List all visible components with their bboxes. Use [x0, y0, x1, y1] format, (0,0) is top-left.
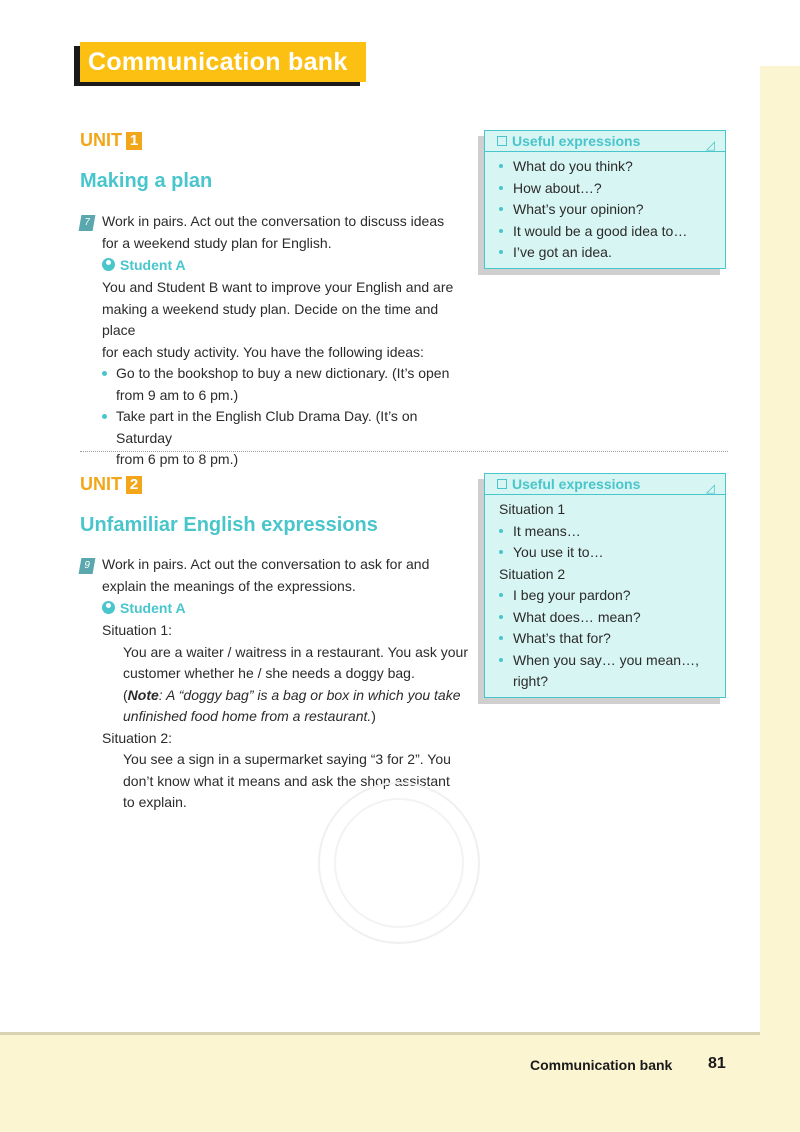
situation-1-text — [102, 642, 472, 728]
situation-2-label: Situation 2: — [102, 729, 173, 746]
unit-1-heading — [80, 130, 142, 151]
note-line — [123, 706, 472, 728]
checkbox-square-icon — [497, 479, 507, 489]
useful-expressions-box-1 — [484, 130, 726, 269]
body-line: You see a sign in a supermarket saying “3 for 2”. You — [123, 751, 451, 767]
list-item-line: When you say… you mean…, — [513, 651, 699, 668]
corner-triangle-icon: ◿ — [705, 138, 715, 152]
note-paren: ) — [371, 708, 376, 724]
student-label-text: Student A — [120, 600, 186, 616]
publisher-watermark-seal — [318, 782, 480, 944]
student-a-label — [102, 257, 186, 273]
list-item: What do you think? — [499, 156, 713, 178]
person-icon — [102, 601, 115, 614]
useful-expressions-title: Useful expressions — [512, 133, 641, 149]
list-item-line: Take part in the English Club Drama Day. (It’s on Saturday — [116, 408, 418, 446]
student-a-label — [102, 600, 186, 616]
activity-number-icon: 9 — [79, 558, 96, 574]
list-item-line: from 6 pm to 8 pm.) — [116, 451, 239, 467]
chapter-banner: Communication bank — [80, 42, 366, 82]
list-item: You use it to… — [499, 542, 713, 564]
unit-number-badge: 1 — [126, 132, 142, 150]
list-item-line: Go to the bookshop to buy a new dictionary. (It’s open — [116, 365, 450, 381]
list-item — [499, 650, 713, 693]
unit-number-badge: 2 — [126, 476, 142, 494]
list-item: What does… mean? — [499, 607, 713, 629]
instruction-line: explain the meanings of the expressions. — [102, 577, 356, 594]
situation-1-label: Situation 1: — [102, 622, 173, 638]
body-line: You are a waiter / waitress in a restaurant. You ask your — [123, 643, 469, 660]
section-divider — [80, 451, 728, 452]
body-line: You and Student B want to improve your English and are — [102, 279, 454, 295]
body-line: to explain. — [123, 794, 187, 810]
useful-expressions-header — [485, 474, 725, 495]
list-item-line: right? — [513, 673, 549, 689]
body-line: customer whether he / she needs a doggy bag. — [123, 665, 415, 681]
footer-section-title: Communication bank — [530, 1057, 673, 1073]
useful-expressions-body — [485, 152, 725, 268]
note-paren: ( — [123, 686, 128, 703]
expressions-list — [499, 585, 713, 693]
note-line — [123, 685, 472, 707]
list-item: I beg your pardon? — [499, 585, 713, 607]
useful-expressions-body — [485, 495, 725, 697]
unit-label: UNIT — [80, 130, 122, 150]
body-line: making a weekend study plan. Decide on the time and place — [102, 300, 439, 338]
useful-expressions-box-2 — [484, 473, 726, 698]
situation-label: Situation 2 — [499, 565, 566, 582]
instruction-line: Work in pairs. Act out the conversation to ask for and — [102, 556, 430, 572]
ideas-list — [102, 363, 472, 471]
list-item — [102, 406, 472, 471]
list-item: It would be a good idea to… — [499, 221, 713, 243]
unit-1-body — [102, 277, 472, 471]
page-number: 81 — [708, 1055, 726, 1072]
list-item: It means… — [499, 521, 713, 543]
list-item — [102, 363, 472, 406]
situation-label: Situation 1 — [499, 501, 566, 517]
list-item: I’ve got an idea. — [499, 242, 713, 264]
activity-number-icon: 7 — [79, 215, 96, 231]
checkbox-square-icon — [497, 136, 507, 146]
unit-1-title: Making a plan — [80, 170, 213, 192]
student-label-text: Student A — [120, 257, 186, 273]
unit-2-instruction — [102, 554, 429, 597]
instruction-line: Work in pairs. Act out the conversation to discuss ideas — [102, 213, 445, 229]
list-item: What’s that for? — [499, 628, 713, 650]
corner-triangle-icon: ◿ — [705, 481, 715, 495]
note-label: Note — [127, 686, 159, 703]
list-item-line: from 9 am to 6 pm.) — [116, 386, 239, 403]
list-item: What’s your opinion? — [499, 199, 713, 221]
expressions-list — [499, 156, 713, 264]
person-icon — [102, 258, 115, 271]
note-text: : A “doggy bag” is a bag or box in which you take — [158, 686, 461, 703]
note-text: unfinished food home from a restaurant. — [123, 708, 372, 724]
instruction-line: for a weekend study plan for English. — [102, 234, 332, 251]
unit-label: UNIT — [80, 474, 122, 494]
expressions-list — [499, 521, 713, 564]
body-line: don’t know what it means and ask the shop assistant — [123, 772, 450, 789]
unit-2-title: Unfamiliar English expressions — [80, 514, 378, 536]
unit-1-instruction — [102, 211, 444, 254]
list-item: How about…? — [499, 178, 713, 200]
body-line: for each study activity. You have the following ideas: — [102, 343, 424, 360]
unit-2-heading — [80, 474, 142, 495]
useful-expressions-header — [485, 131, 725, 152]
useful-expressions-title: Useful expressions — [512, 476, 641, 492]
